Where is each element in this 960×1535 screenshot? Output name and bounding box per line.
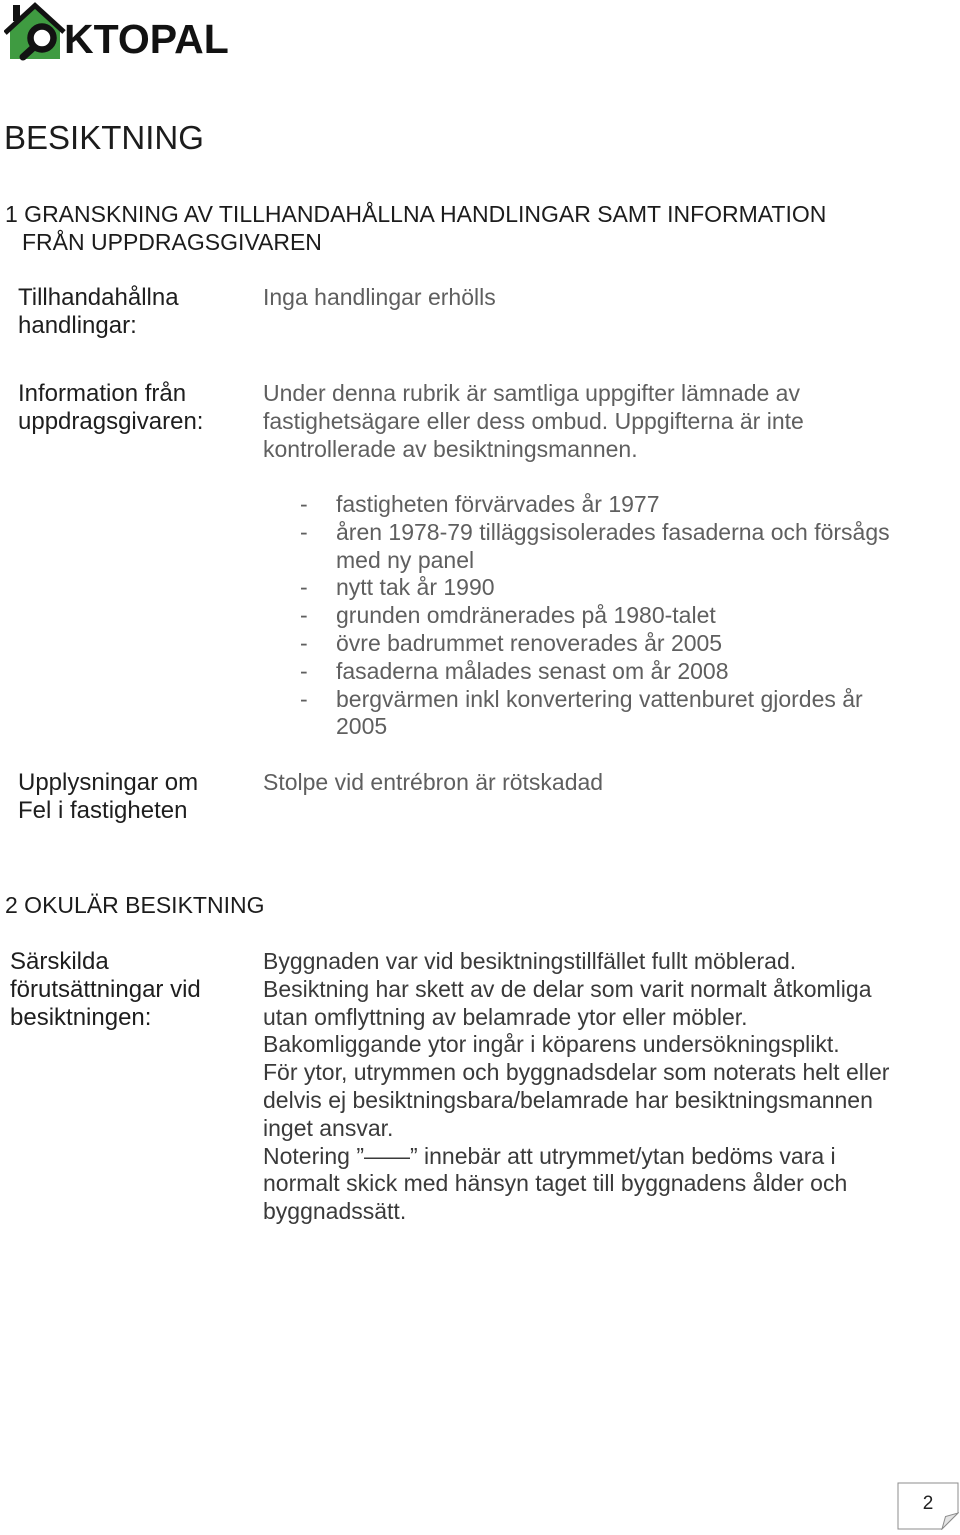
row-text [263,284,496,312]
list-item [300,519,890,575]
row-label-line: uppdragsgivaren: [18,407,204,435]
row-text-line: Stolpe vid entrébron är rötskadad [263,769,604,795]
row-label [18,284,179,340]
list-item [300,686,890,742]
list-item-text [336,602,716,630]
row-text-line: utan omflyttning av belamrade ytor eller möbler. [263,1003,748,1030]
page-title: BESIKTNING [4,119,204,156]
list-item-line: grunden omdränerades på 1980-talet [336,602,716,629]
row-label-line: Upplysningar om [18,769,199,796]
list-item [300,574,890,602]
section-2-heading [5,892,264,920]
row-text [263,948,889,1226]
list-item-line: fastigheten förvärvades år 1977 [336,491,660,517]
row-label-line: handlingar: [18,311,137,339]
list-bullet: - [300,602,308,629]
list-item-line: nytt tak år 1990 [336,574,495,601]
row-text-line: byggnadssätt. [263,1198,407,1225]
list-item-text [336,519,890,575]
row-text-line: Besiktning har skett av de delar som varit normalt åtkomliga [263,975,872,1002]
list-bullet: - [300,518,308,545]
row-text-line: inget ansvar. [263,1114,394,1141]
list-item-text [336,491,659,519]
row-text-line: Under denna rubrik är samtliga uppgifter lämnade av [263,380,800,406]
row-label-line: besiktningen: [10,1003,152,1031]
company-logo [4,2,240,62]
list-item-line: 2005 [336,713,388,740]
list-bullet: - [300,657,308,684]
row-label [18,380,203,436]
row-text-line: normalt skick med hänsyn taget till byggnadens ålder och [263,1170,848,1197]
row-text-line: Byggnaden var vid besiktningstillfället fullt möblerad. [263,948,797,974]
list-item [300,658,890,686]
list-item-line: fasaderna målades senast om år 2008 [336,657,729,684]
section-2-heading-line: 2 OKULÄR BESIKTNING [5,892,265,918]
row-text-line: delvis ej besiktningsbara/belamrade har besiktningsmannen [263,1086,873,1113]
row-label-line: förutsättningar vid [10,975,201,1003]
list-item-line: med ny panel [336,546,475,573]
logo-wordmark: KTOPAL [64,16,229,62]
section-1-heading-line: FRÅN UPPDRAGSGIVAREN [22,228,322,255]
row-text-line: Inga handlingar erhölls [263,284,496,310]
row-text-line: För ytor, utrymmen och byggnadsdelar som noterats helt eller [263,1059,890,1086]
list-item-line: bergvärmen inkl konvertering vattenburet gjordes år [336,685,863,712]
row-label-line: Särskilda [10,948,109,975]
list-item [300,602,890,630]
row-text-line: Notering ”——” innebär att utrymmet/ytan bedöms vara i [263,1142,836,1169]
list-item-line: åren 1978-79 tilläggsisolerades fasaderna och försågs [336,518,890,545]
list-bullet: - [300,685,308,712]
row-label-line: Fel i fastigheten [18,796,188,824]
row-text [263,769,603,797]
row-label-line: Tillhandahållna [18,284,179,311]
row-text-line: Bakomliggande ytor ingår i köparens undersökningsplikt. [263,1031,840,1058]
list-bullet: - [300,491,308,517]
list-bullet: - [300,629,308,656]
row-text-line: fastighetsägare eller dess ombud. Uppgifterna är inte [263,407,804,434]
list-item-text [336,630,722,658]
house-with-magnifier-icon [5,5,64,59]
row-text-line: kontrollerade av besiktningsmannen. [263,435,638,462]
row-label [18,769,198,825]
page-number-box [897,1482,959,1530]
page-number: 2 [922,1493,934,1514]
list-bullet: - [300,574,308,601]
list-item [300,491,890,519]
row-text [263,380,804,463]
list-item [300,630,890,658]
list-item-text [336,574,495,602]
list-item-text [336,658,729,686]
list-item-text [336,686,863,742]
row-label-line: Information från [18,380,187,407]
client-info-list [300,491,890,741]
list-item-line: övre badrummet renoverades år 2005 [336,629,723,656]
section-1-heading-line: 1 GRANSKNING AV TILLHANDAHÅLLNA HANDLINGAR SAMT INFORMATION [5,201,827,227]
section-1-heading [5,201,826,257]
row-label [10,948,201,1031]
